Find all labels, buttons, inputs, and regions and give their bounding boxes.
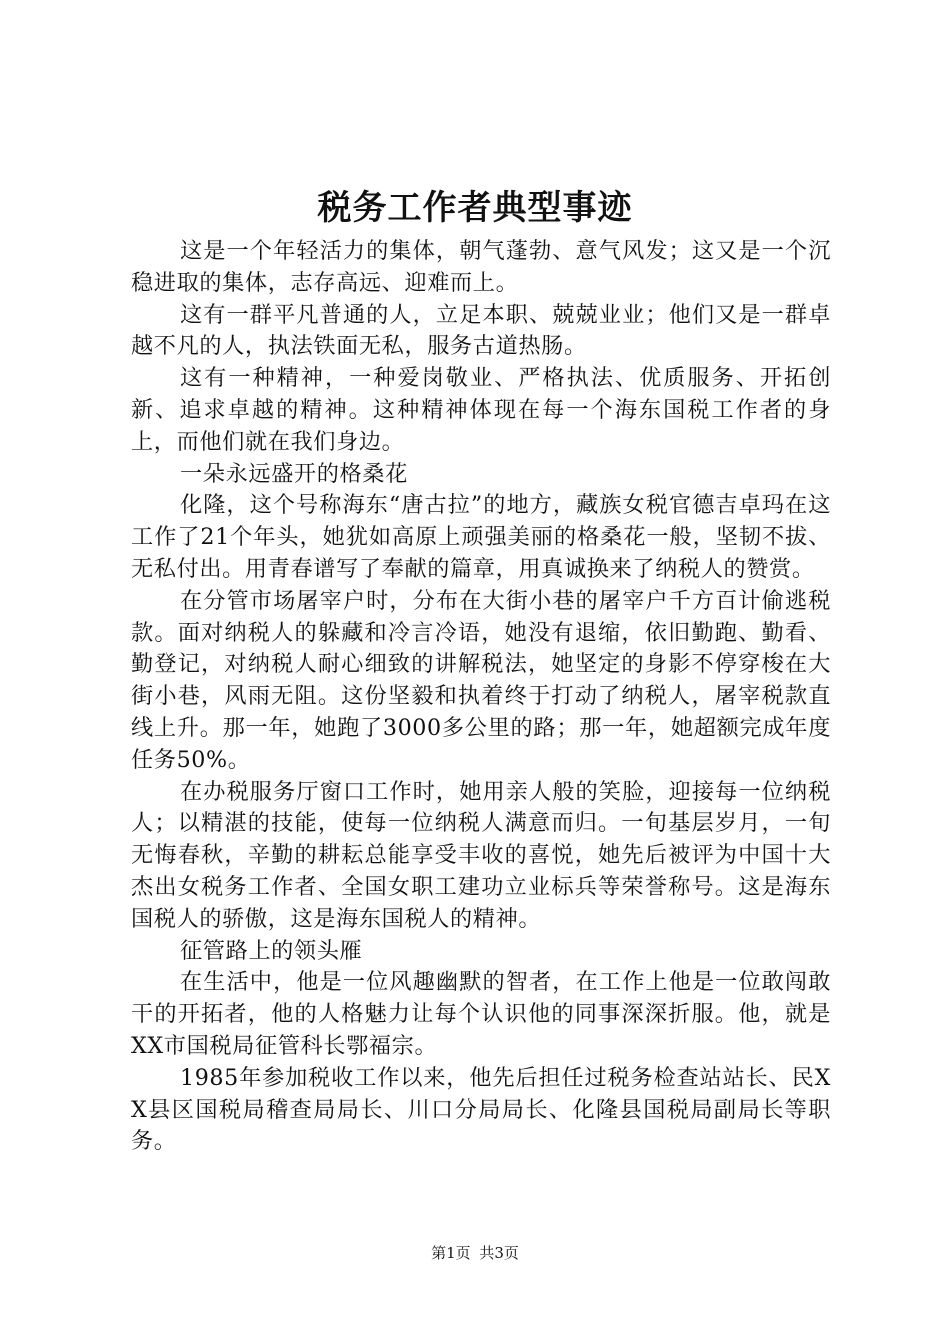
section-heading: 一朵永远盛开的格桑花	[180, 460, 408, 487]
paragraph: 化隆，这个号称海东“唐古拉”的地方，藏族女税官德吉卓玛在这工作了21个年头，她犹如高原上顽强美丽的格桑花一般，坚韧不拔、无私付出。用青春谱写了奉献的篇章，用真诚换来了纳税人的赞赏。	[131, 492, 831, 582]
paragraph: 在生活中，他是一位风趣幽默的智者，在工作上他是一位敢闯敢干的开拓者，他的人格魅力让每个认识他的同事深深折服。他，就是XX市国税局征管科长鄂福宗。	[131, 969, 831, 1059]
page-number: 第1页	[431, 1244, 471, 1262]
paragraph: 1985年参加税收工作以来，他先后担任过税务检查站站长、民XX县区国税局稽查局局长、川口分局局长、化隆县国税局副局长等职务。	[131, 1064, 831, 1155]
page-footer	[0, 1242, 950, 1264]
paragraph: 这是一个年轻活力的集体，朝气蓬勃、意气风发；这又是一个沉稳进取的集体，志存高远、迎难而上。	[131, 238, 831, 296]
paragraph: 这有一群平凡普通的人，立足本职、兢兢业业；他们又是一群卓越不凡的人，执法铁面无私，服务古道热肠。	[131, 301, 831, 360]
page-total: 共3页	[479, 1244, 519, 1262]
paragraph: 在办税服务厅窗口工作时，她用亲人般的笑脸，迎接每一位纳税人；以精湛的技能，使每一位纳税人满意而归。一旬基层岁月，一旬无悔春秋，辛勤的耕耘总能享受丰收的喜悦，她先后被评为中国十大杰出女税务工作者、全国女职工建功立业标兵等荣誉称号。这是海东国税人的骄傲，这是海东国税人的精神。	[131, 778, 831, 932]
document-body	[131, 236, 831, 1158]
paragraph: 这有一种精神，一种爱岗敬业、严格执法、优质服务、开拓创新、追求卓越的精神。这种精神体现在每一个海东国税工作者的身上，而他们就在我们身边。	[131, 365, 831, 455]
paragraph: 在分管市场屠宰户时，分布在大街小巷的屠宰户千方百计偷逃税款。面对纳税人的躲藏和冷言冷语，她没有退缩，依旧勤跑、勤看、勤登记，对纳税人耐心细致的讲解税法，她坚定的身影不停穿梭在大街小巷，风雨无阻。这份坚毅和执着终于打动了纳税人，屠宰税款直线上升。那一年，她跑了3000多公里的路；那一年，她超额完成年度任务50%。	[131, 587, 831, 773]
section-heading: 征管路上的领头雁	[180, 937, 363, 964]
document-title: 税务工作者典型事迹	[317, 188, 633, 228]
